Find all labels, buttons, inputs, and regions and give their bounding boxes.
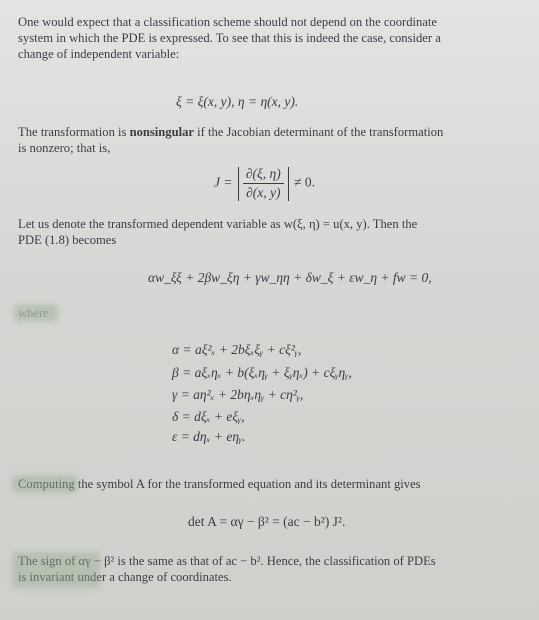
jacobian-numerator: ∂(ξ, η) — [243, 166, 284, 184]
para1-line3: change of independent variable: — [18, 47, 180, 61]
para4-line1: Computing the symbol A for the transformed equation and its determinant gives — [18, 477, 421, 491]
highlight-smudge-sign — [12, 552, 100, 588]
highlight-smudge-where — [14, 304, 58, 322]
jacobian-lhs: J = — [214, 174, 233, 190]
epsilon-coefficient: ε = dηₓ + eηᵧ. — [172, 429, 246, 444]
jacobian-equation — [214, 166, 315, 201]
gamma-coefficient: γ = aη²ₓ + 2bηₓηᵧ + cη²ᵧ, — [172, 387, 304, 402]
determinant-equation: det A = αγ − β² = (ac − b²) J². — [188, 514, 346, 529]
jacobian-denominator: ∂(x, y) — [246, 185, 281, 200]
para3-line2: PDE (1.8) becomes — [18, 233, 117, 247]
change-of-variable-equation: ξ = ξ(x, y), η = η(x, y). — [176, 94, 299, 109]
para3-line1: Let us denote the transformed dependent variable as w(ξ, η) = u(x, y). Then the — [18, 217, 418, 231]
determinant-bar-right — [288, 167, 289, 201]
beta-coefficient: β = aξₓηₓ + b(ξₓηᵧ + ξᵧηₓ) + cξᵧηᵧ, — [172, 365, 352, 380]
where-label: where — [18, 306, 49, 320]
para1-line1: One would expect that a classification scheme should not depend on the coordinate — [18, 15, 437, 29]
para2-line2: is nonzero; that is, — [18, 141, 111, 155]
para2-line1-prefix: The transformation is — [18, 125, 130, 139]
delta-coefficient: δ = dξₓ + eξᵧ, — [172, 409, 245, 424]
alpha-coefficient: α = aξ²ₓ + 2bξₓξᵧ + cξ²ᵧ, — [172, 342, 302, 357]
para5-line1: The sign of αγ − β² is the same as that of ac − b². Hence, the classification of PDEs — [18, 554, 436, 568]
highlight-smudge-computing — [12, 475, 78, 493]
para2-line1 — [18, 125, 443, 139]
jacobian-rhs: ≠ 0. — [294, 174, 316, 190]
determinant-bar-left — [238, 167, 239, 201]
jacobian-fraction — [243, 166, 284, 201]
transformed-pde-equation: αw_ξξ + 2βw_ξη + γw_ηη + δw_ξ + εw_η + fw = 0, — [148, 270, 432, 285]
para2-line1-suffix: if the Jacobian determinant of the transformation — [193, 125, 444, 139]
para5-line2: is invariant under a change of coordinates. — [18, 570, 232, 584]
para1-line2: system in which the PDE is expressed. To see that this is indeed the case, consider a — [18, 31, 441, 45]
nonsingular-term: nonsingular — [129, 125, 194, 139]
